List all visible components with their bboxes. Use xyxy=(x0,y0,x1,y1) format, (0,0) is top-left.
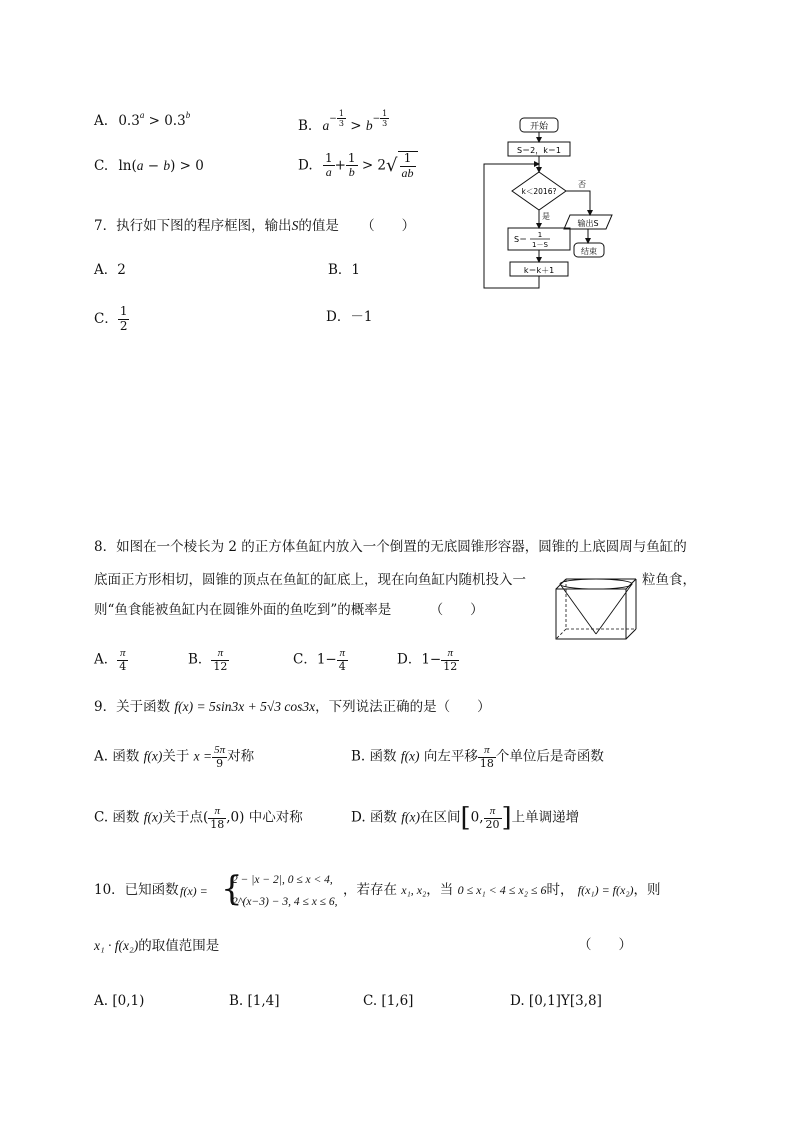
cone-side xyxy=(560,584,596,634)
fx: f(x) xyxy=(401,809,420,825)
den: 9 xyxy=(216,756,224,770)
fc-condition-text: k＜2016? xyxy=(521,187,557,196)
base-b: b xyxy=(365,118,373,134)
vars: x₁, x₂ xyxy=(401,883,427,897)
q10-cases-brace: { xyxy=(221,869,243,909)
q9-stem-pre: 9．关于函数 xyxy=(94,699,171,715)
num: π xyxy=(478,744,496,758)
cube-edge xyxy=(556,579,566,589)
frac-1-b xyxy=(346,152,358,181)
fc-start-text: 开始 xyxy=(529,122,549,132)
q7-stem xyxy=(94,219,415,234)
q6-option-b xyxy=(298,109,389,134)
one-minus: 1− xyxy=(316,651,337,668)
q7-stem-end: 的值是 xyxy=(298,218,339,234)
q10-option-c: C. [1,6] xyxy=(363,993,414,1009)
text: ，若存在 xyxy=(343,882,397,898)
option-text: 个单位后是奇函数 xyxy=(495,748,604,765)
fx: f(x) xyxy=(143,809,163,825)
q8-line3-text: 则“鱼食能被鱼缸内在圆锥外面的鱼吃到”的概率是 xyxy=(94,602,392,618)
q7-option-d: D．－1 xyxy=(326,309,373,325)
q7-option-c xyxy=(94,305,129,334)
q7-var: S xyxy=(291,218,299,233)
fc-end-text: 结束 xyxy=(581,247,597,256)
option-label: C. xyxy=(94,158,109,174)
den: ab xyxy=(401,165,414,180)
option-label: D． xyxy=(397,651,422,668)
q10-option-b: B. [1,4] xyxy=(229,993,280,1009)
gt: > xyxy=(350,118,362,135)
q10-paren: （ ） xyxy=(578,937,632,953)
num: 5π xyxy=(214,744,226,756)
answer-paren: （ ） xyxy=(429,602,484,618)
cube-edge xyxy=(626,579,636,589)
num: 1 xyxy=(324,150,333,165)
den: 20 xyxy=(485,817,500,831)
option-text: A. 函数 xyxy=(94,748,140,765)
frac-1-a xyxy=(323,152,335,181)
option-label: A． xyxy=(94,651,118,668)
fc-no-label: 否 xyxy=(578,180,586,189)
gt-two: > 2 xyxy=(361,157,387,174)
option-text: C. 函数 xyxy=(94,809,140,826)
q10-option-d: D. [0,1]Y[3,8] xyxy=(510,993,602,1009)
option-text: 对称 xyxy=(227,748,255,765)
den: b xyxy=(348,165,355,180)
num: 1 xyxy=(347,150,356,165)
exponent-1 xyxy=(329,109,346,129)
q9-option-c: C. 函数 f(x)关于点( $\frac{\pi}{18}$ ,0) 中心对称 xyxy=(94,805,303,831)
bracket-right: ] xyxy=(501,803,512,834)
option-label: C． xyxy=(293,651,317,668)
den: 18 xyxy=(479,756,494,770)
option-label: D. xyxy=(298,157,313,174)
option-text: 关于 xyxy=(162,748,190,765)
cube-cone-figure xyxy=(552,577,640,643)
q9-function: f(x) = 5sin3x + 5√3 cos3x xyxy=(174,699,316,714)
q8-c-frac xyxy=(337,647,348,673)
fc-init-text: S＝2，k＝1 xyxy=(517,146,561,155)
one-minus: 1− xyxy=(421,651,442,668)
answer-paren: （ ） xyxy=(361,218,416,234)
cone-rim xyxy=(560,579,632,589)
num: π xyxy=(211,647,229,661)
fc-yes-label: 是 xyxy=(542,212,550,221)
option-label: A. xyxy=(94,113,109,129)
q8-line2: 底面正方形相切，圆锥的顶点在鱼缸的缸底上，现在向鱼缸内随机投入一 xyxy=(94,572,526,588)
den: 18 xyxy=(210,817,225,831)
den: a xyxy=(325,165,332,180)
q9-option-d xyxy=(351,803,580,834)
fx: f(x) xyxy=(400,748,420,764)
den: 12 xyxy=(213,659,228,673)
exp-num: 1 xyxy=(338,109,344,118)
q9-a-frac xyxy=(212,744,227,770)
exp-den: 3 xyxy=(382,119,388,129)
q7-option-b: B．1 xyxy=(328,262,361,278)
num: π xyxy=(337,647,348,661)
option-text: B. 函数 xyxy=(351,748,397,765)
zero: 0, xyxy=(470,809,484,826)
den: 4 xyxy=(338,659,346,673)
num: π xyxy=(208,805,226,819)
q10-fx-eq: f(x) = xyxy=(180,884,208,898)
q6-option-c-expr: ln(a − b) > 0 xyxy=(118,158,204,174)
den: 12 xyxy=(443,659,458,673)
q8-option-d xyxy=(397,647,459,673)
text: ，当 xyxy=(426,882,454,898)
cube-front-face xyxy=(556,589,626,639)
fc-assign-left: S＝ xyxy=(514,235,528,244)
q6-option-c xyxy=(94,159,204,174)
option-label: C． xyxy=(94,310,118,327)
q10-case-2: 2^(x−3) − 3, 4 ≤ x ≤ 6, xyxy=(232,896,338,908)
text: ，则 xyxy=(633,882,661,898)
q10-case-1: 2 − |x − 2|, 0 ≤ x < 4, xyxy=(232,874,333,886)
cone-side xyxy=(596,584,632,634)
exponent-2 xyxy=(372,109,390,129)
q9-option-b xyxy=(351,744,604,770)
q8-line2-end: 粒鱼食， xyxy=(642,572,696,588)
fc-assign-den: 1－S xyxy=(532,241,548,249)
minus: − xyxy=(329,114,337,125)
base-a: a xyxy=(322,118,330,134)
x-eq: x = xyxy=(193,748,213,764)
cube-edge xyxy=(626,629,636,639)
num: 1 xyxy=(119,304,128,318)
q8-option-a xyxy=(94,647,128,673)
text: 的取值范围是 xyxy=(138,938,220,954)
exp-den: 3 xyxy=(338,119,344,129)
q9-b-frac xyxy=(478,744,496,770)
flowchart xyxy=(478,112,628,297)
cube-hidden-edge xyxy=(556,629,566,639)
sqrt-sign: √ xyxy=(386,154,398,176)
q10-stem-pre: 10．已知函数 xyxy=(94,882,179,898)
option-text: 向左平移 xyxy=(423,748,478,765)
fc-arrow-no xyxy=(566,191,590,215)
minus: − xyxy=(372,114,381,125)
ineq: 0 ≤ x₁ < 4 ≤ x₂ ≤ 6 xyxy=(457,883,547,897)
q6-option-a xyxy=(94,111,190,129)
option-text: 关于点 xyxy=(162,809,203,826)
option-label: B. xyxy=(298,118,313,135)
bracket-left: [ xyxy=(460,803,471,834)
den: 2 xyxy=(119,318,128,333)
num: π xyxy=(117,647,128,661)
q8-a-frac xyxy=(117,647,128,673)
fx: f(x) xyxy=(143,748,163,764)
q7-stem-text: 7．执行如下图的程序框图，输出 xyxy=(94,218,292,234)
eq: f(x₁) = f(x₂) xyxy=(577,883,634,897)
fc-output-text: 输出S xyxy=(577,219,599,228)
plus: + xyxy=(334,157,346,174)
q8-line3 xyxy=(94,604,484,618)
fc-assign-num: 1 xyxy=(537,231,543,239)
q7-option-a: A．2 xyxy=(94,262,126,278)
fc-increment-text: k＝k＋1 xyxy=(523,266,555,275)
q10-stem-rest xyxy=(343,884,661,898)
option-text: 中心对称 xyxy=(248,809,303,826)
q9-stem-post: ，下列说法正确的是（ ） xyxy=(315,699,491,715)
q8-line1: 8．如图在一个棱长为 2 的正方体鱼缸内放入一个倒置的无底圆锥形容器，圆锥的上底圆周与鱼缸的 xyxy=(94,539,687,555)
q9-d-frac xyxy=(484,805,502,831)
text: 时， xyxy=(546,882,574,898)
q7-c-frac xyxy=(118,305,130,334)
q6-option-a-expr: 0.3$^a$ > 0.3$^b$ xyxy=(118,110,191,129)
q9-stem xyxy=(94,700,491,715)
q8-b-frac xyxy=(211,647,229,673)
num: π xyxy=(484,805,502,819)
q9-c-frac xyxy=(208,805,226,831)
num: π xyxy=(441,647,459,661)
exp-num: 1 xyxy=(382,109,388,118)
option-text: D. 函数 xyxy=(351,809,397,826)
option-label: B． xyxy=(188,651,212,668)
q8-option-b xyxy=(188,647,229,673)
expr: x₁ · f(x₂) xyxy=(94,938,139,953)
num: 1 xyxy=(400,152,416,167)
option-text: 在区间 xyxy=(419,809,461,826)
q9-option-a xyxy=(94,744,254,770)
coord: ,0) xyxy=(226,809,245,826)
q8-option-c xyxy=(293,647,348,673)
q6-option-d xyxy=(298,151,418,181)
frac-1-ab xyxy=(398,151,418,181)
den: 4 xyxy=(119,659,127,673)
q10-line2 xyxy=(94,939,219,954)
q10-option-a: A. [0,1) xyxy=(94,993,145,1009)
q8-d-frac xyxy=(441,647,459,673)
option-text: 上单调递增 xyxy=(511,809,580,826)
